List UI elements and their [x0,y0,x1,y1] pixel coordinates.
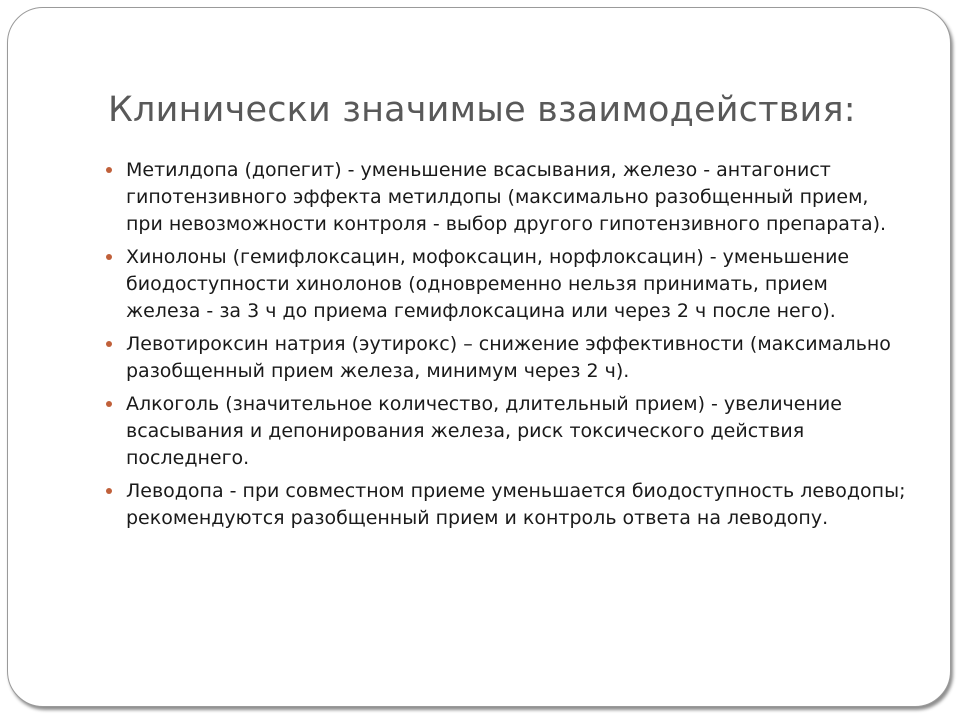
bullet-dot-icon [106,341,112,347]
bullet-item-quinolones [106,244,906,325]
bullet-item-methyldopa [106,157,906,238]
bullet-text: Леводопа - при совместном приеме уменьшается биодоступность леводопы; рекомендуются разобщенный прием и контроль ответа на леводопу. [126,480,906,529]
bullet-item-levothyroxine [106,331,906,385]
bullet-text: Левотироксин натрия (эутирокс) – снижение эффективности (максимально разобщенный прием железа, минимум через 2 ч). [126,333,891,382]
bullet-dot-icon [106,254,112,260]
bullet-item-levodopa [106,478,906,532]
bullet-dot-icon [106,167,112,173]
bullet-text: Метилдопа (допегит) - уменьшение всасывания, железо - антагонист гипотензивного эффекта метилдопы (максимально разобщенный прием, при невозможности контроля - выбор другого гипотензивного препарата). [126,159,887,235]
bullet-item-alcohol [106,391,906,472]
slide-title: Клинически значимые взаимодействия: [108,90,856,130]
bullet-text: Алкоголь (значительное количество, длительный прием) - увеличение всасывания и депонирования железа, риск токсического действия последнего. [126,393,842,469]
bullet-dot-icon [106,488,112,494]
bullet-dot-icon [106,401,112,407]
bullet-text: Хинолоны (гемифлоксацин, мофоксацин, норфлоксацин) - уменьшение биодоступности хинолонов (одновременно нельзя принимать, прием железа - за 3 ч до приема гемифлоксацина или через 2 ч после него). [126,246,850,322]
bullet-list [106,157,906,538]
